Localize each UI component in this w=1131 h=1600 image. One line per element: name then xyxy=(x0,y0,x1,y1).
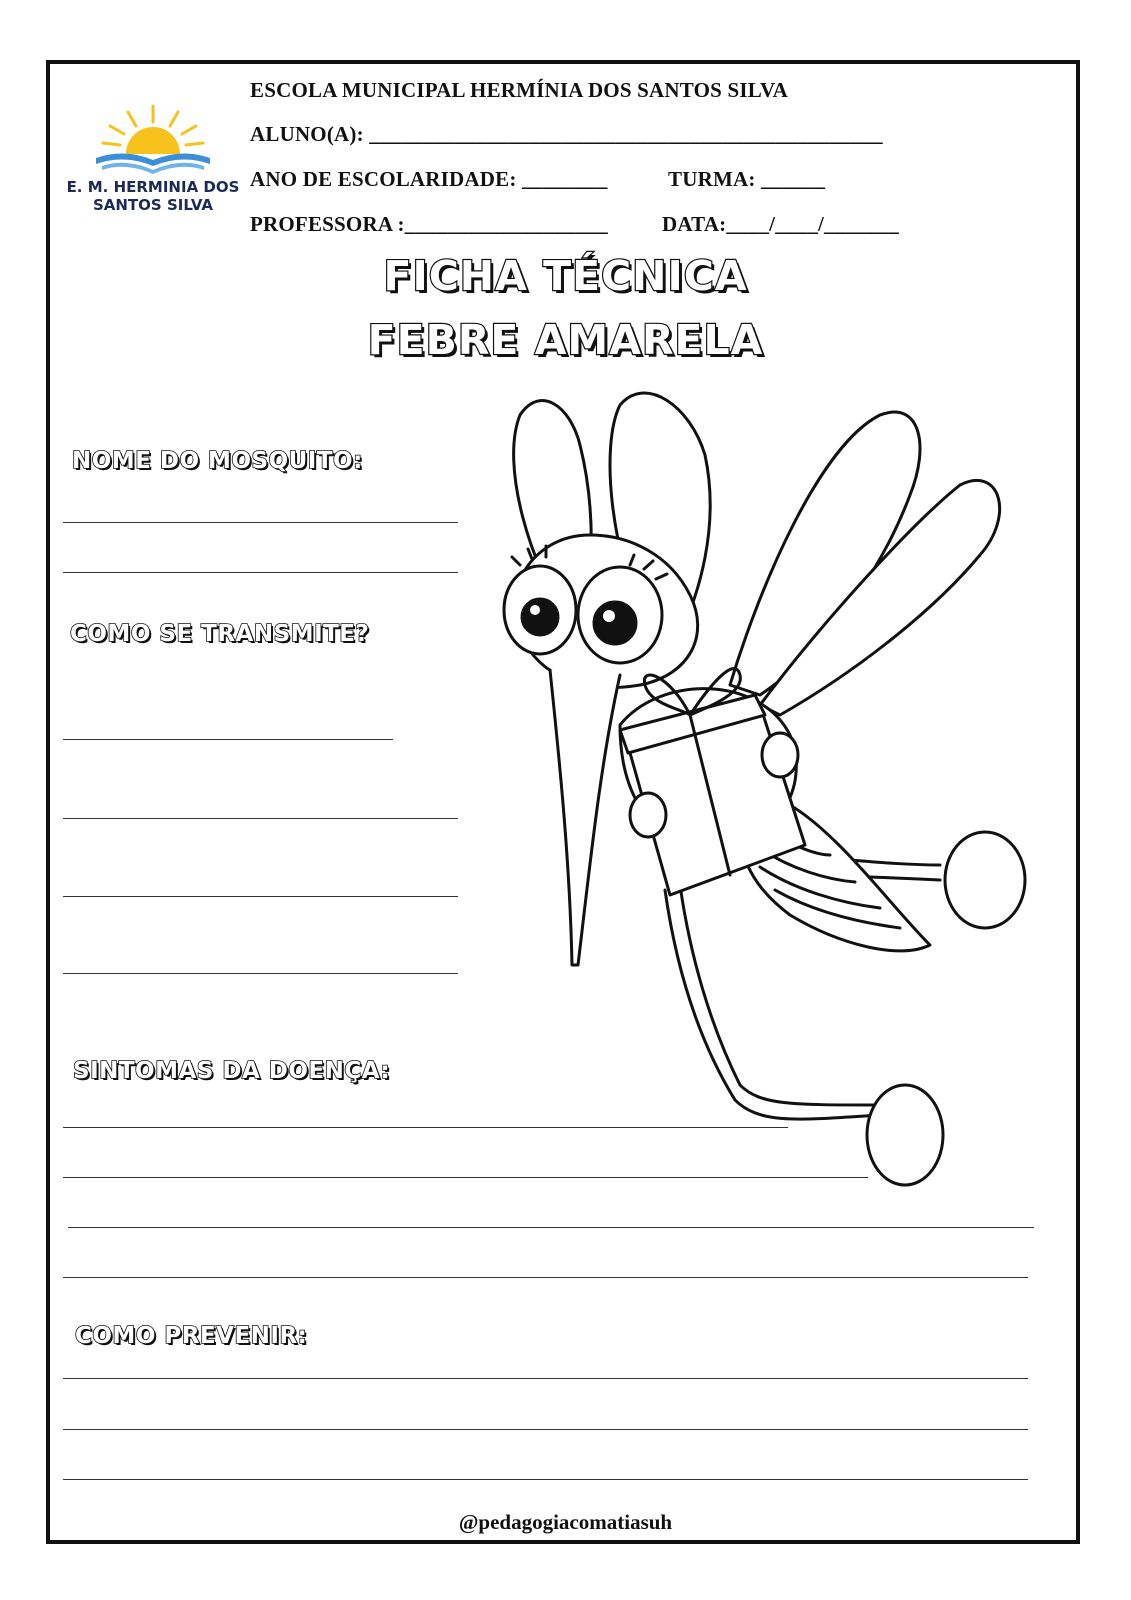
section-transmission: COMO SE TRANSMITE? xyxy=(70,621,370,647)
answer-line[interactable] xyxy=(63,818,458,819)
title-line-2: FEBRE AMARELA xyxy=(367,316,764,364)
title-line-1: FICHA TÉCNICA xyxy=(383,252,748,300)
mosquito-illustration xyxy=(460,385,1040,1195)
teacher-field[interactable]: PROFESSORA :___________________ xyxy=(250,212,608,236)
answer-line[interactable] xyxy=(63,973,458,974)
logo-text-line1: E. M. HERMINIA DOS xyxy=(66,178,240,196)
grade-field[interactable]: ANO DE ESCOLARIDADE: ________ xyxy=(250,167,608,191)
answer-line[interactable] xyxy=(68,1227,1034,1228)
section-prevention: COMO PREVENIR: xyxy=(75,1323,308,1349)
section-symptoms: SINTOMAS DA DOENÇA: xyxy=(73,1058,391,1084)
answer-line[interactable] xyxy=(63,1277,1028,1278)
logo-text-line2: SANTOS SILVA xyxy=(92,196,214,214)
class-field[interactable]: TURMA: ______ xyxy=(668,167,826,191)
answer-line[interactable] xyxy=(63,1177,868,1178)
school-logo xyxy=(58,98,248,223)
answer-line[interactable] xyxy=(63,1479,1028,1480)
section-mosquito-name: NOME DO MOSQUITO: xyxy=(72,448,363,474)
sun-book-icon xyxy=(58,98,248,178)
answer-line[interactable] xyxy=(63,1127,788,1128)
school-name: ESCOLA MUNICIPAL HERMÍNIA DOS SANTOS SILVA xyxy=(250,78,789,102)
date-field[interactable]: DATA:____/____/_______ xyxy=(662,212,899,236)
student-field[interactable]: ALUNO(A): ________________________________________________ xyxy=(250,122,883,146)
answer-line[interactable] xyxy=(63,522,458,523)
answer-line[interactable] xyxy=(63,896,458,897)
footer-handle: @pedagogiacomatiasuh xyxy=(458,1510,673,1534)
answer-line[interactable] xyxy=(63,1429,1028,1430)
answer-line[interactable] xyxy=(63,1378,1028,1379)
answer-line[interactable] xyxy=(63,572,458,573)
answer-line[interactable] xyxy=(63,739,393,740)
